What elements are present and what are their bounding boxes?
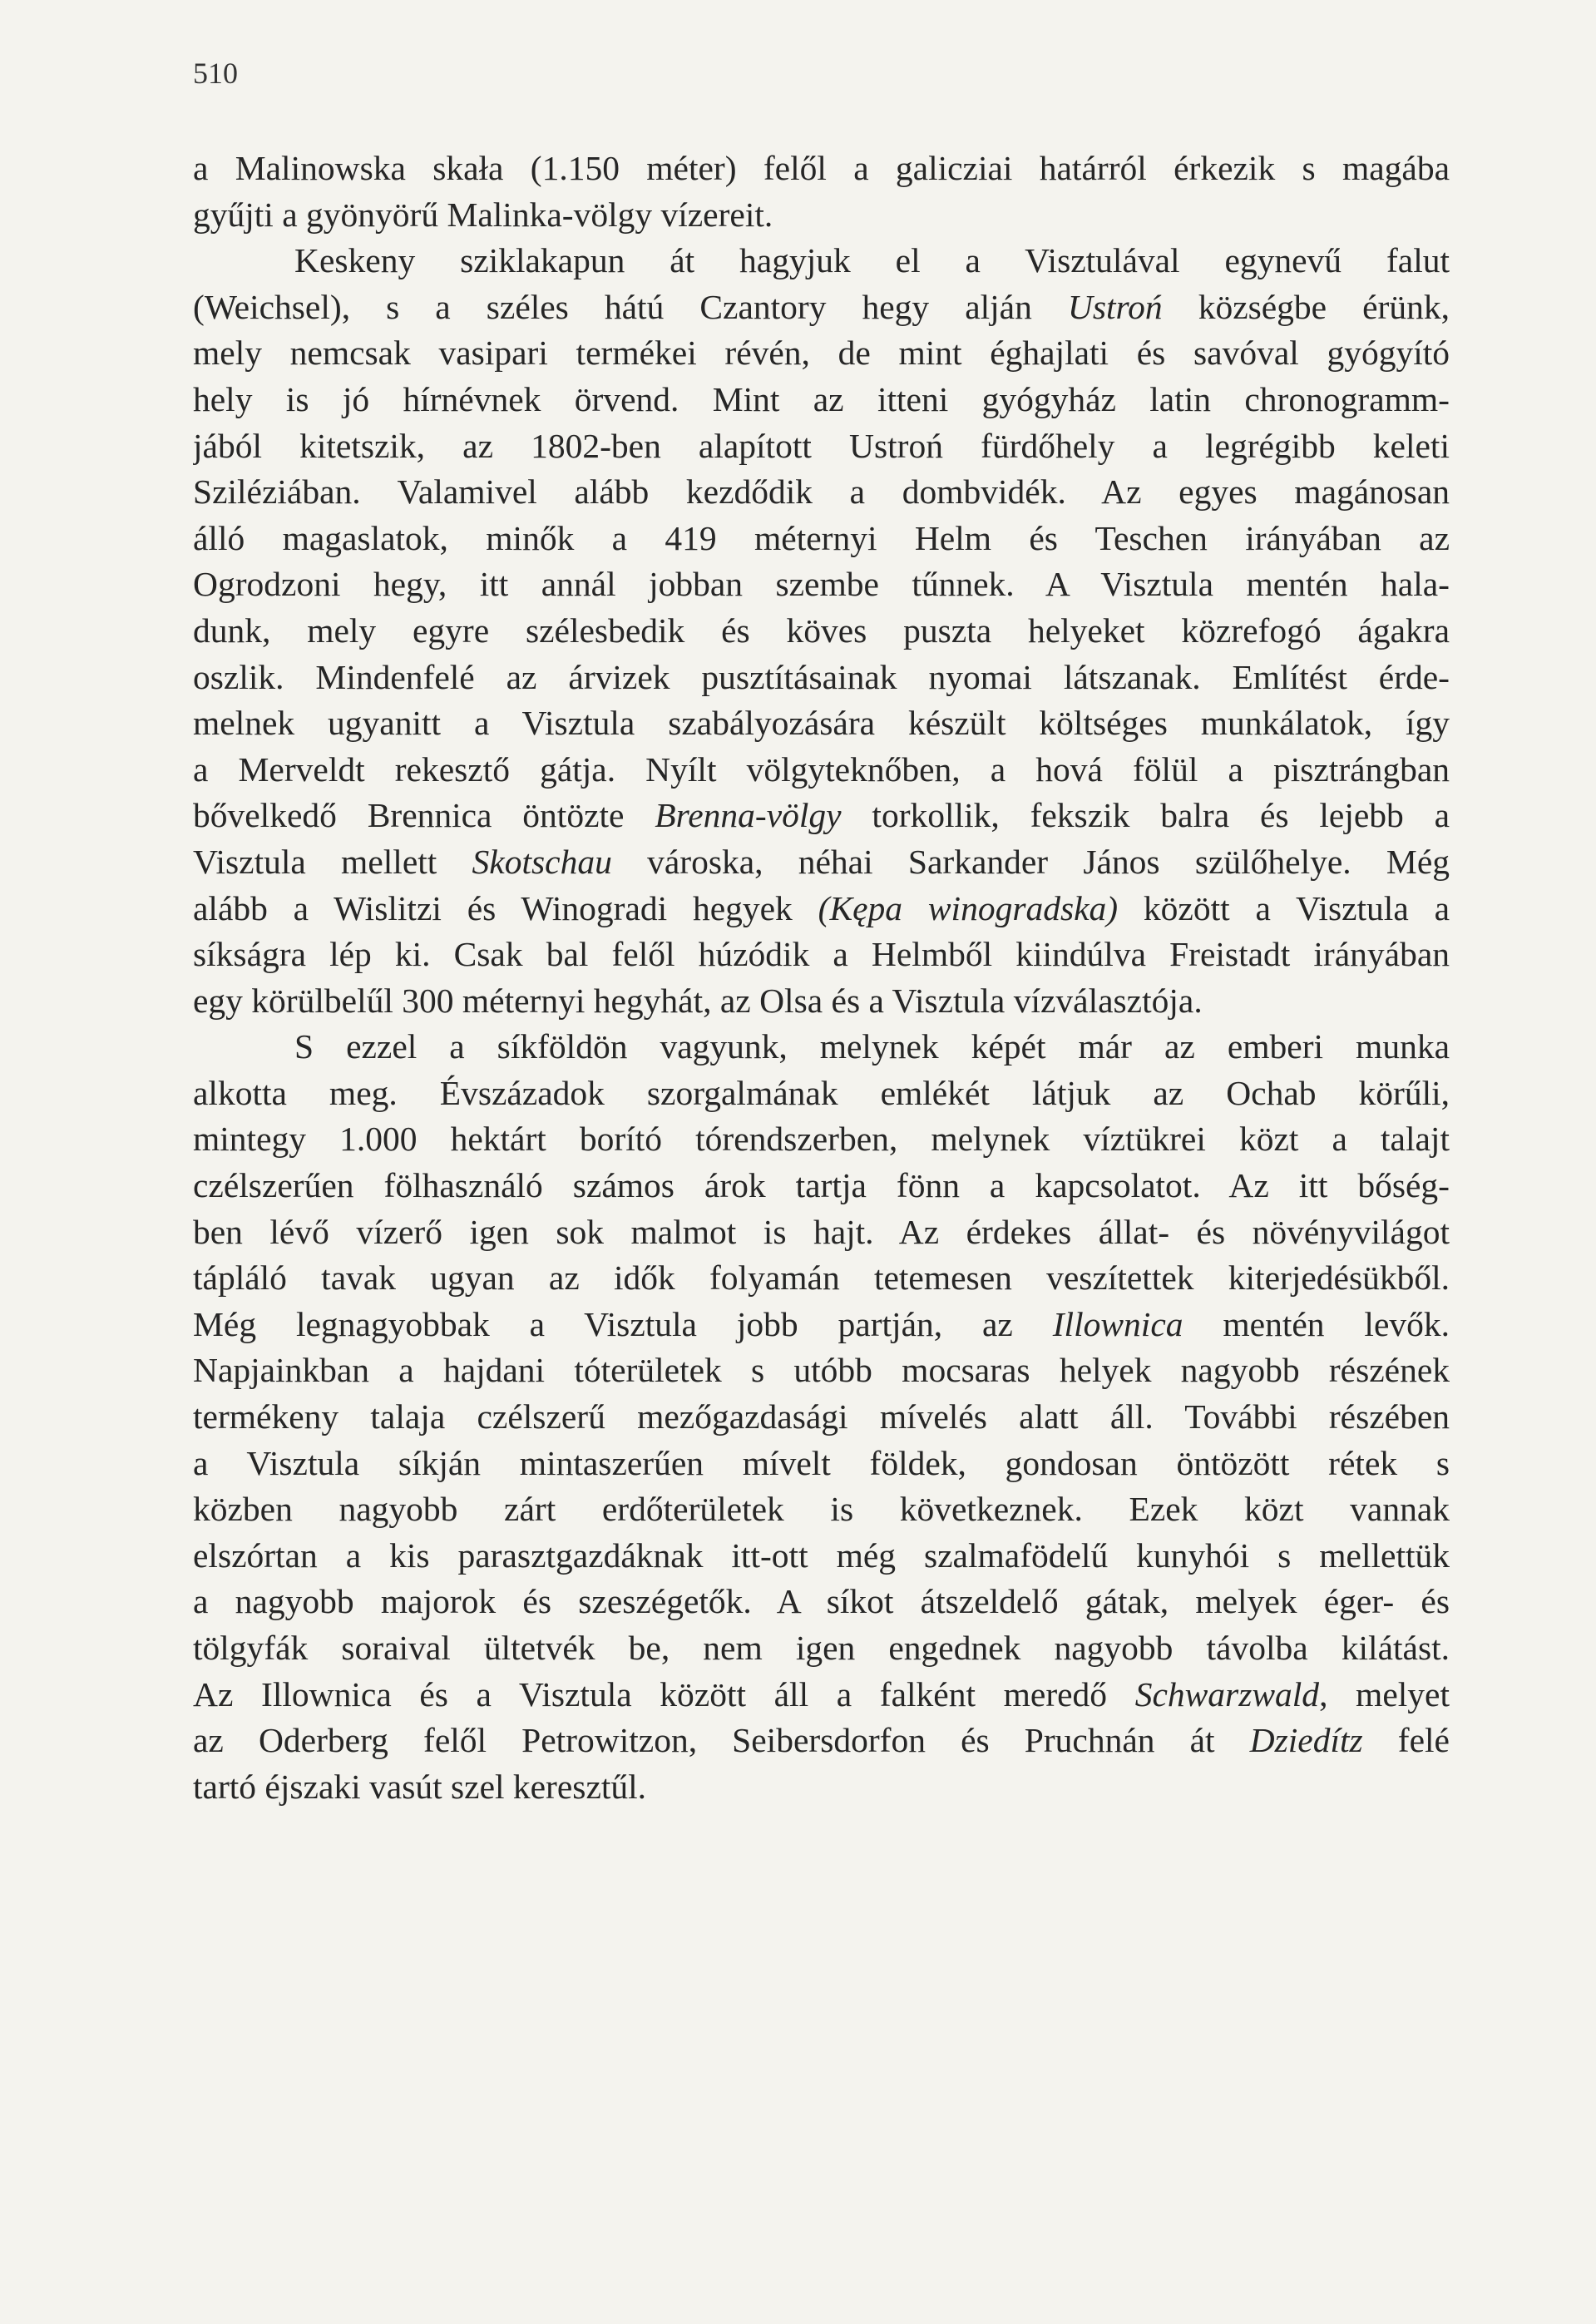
text-line: czélszerűen fölhasználó számos árok tartja fönn a kapcsolatot. Az itt bőség- <box>193 1166 1450 1205</box>
text-line: az Oderberg felől Petrowitzon, Seibersdorfon és Pruchnán át Dziedítz felé <box>193 1721 1450 1760</box>
text-line: egy körülbelűl 300 méternyi hegyhát, az Olsa és a Visztula vízválasztója. <box>193 981 1203 1020</box>
text-line: gyűjti a gyönyörű Malinka-völgy vízereit. <box>193 195 773 234</box>
text-line: alább a Wislitzi és Winogradi hegyek (Kępa winogradska) között a Visztula a <box>193 888 1450 927</box>
text-line: alkotta meg. Évszázadok szorgalmának emlékét látjuk az Ochab körűli, <box>193 1073 1450 1112</box>
text-line: hely is jó hírnévnek örvend. Mint az itteni gyógyház latin chronogramm- <box>193 379 1450 418</box>
text-line: Sziléziában. Valamivel alább kezdődik a dombvidék. Az egyes magánosan <box>193 472 1450 512</box>
text-line: bővelkedő Brennica öntözte Brenna-völgy torkollik, fekszik balra és lejebb a <box>193 796 1450 835</box>
text-line: melnek ugyanitt a Visztula szabályozására készült költséges munkálatok, így <box>193 704 1450 743</box>
text-line: álló magaslatok, minők a 419 méternyi Helm és Teschen irányában az <box>193 518 1450 557</box>
text-line: Ogrodzoni hegy, itt annál jobban szembe tűnnek. A Visztula mentén hala- <box>193 565 1450 604</box>
text-line: a Malinowska skała (1.150 méter) felől a galicziai határról érkezik s magába <box>193 149 1450 187</box>
text-line: ben lévő vízerő igen sok malmot is hajt. Az érdekes állat- és növényvilágot <box>193 1212 1450 1251</box>
text-line: S ezzel a síkföldön vagyunk, melynek képét már az emberi munka <box>294 1027 1450 1066</box>
text-line: elszórtan a kis parasztgazdáknak itt-ott még szalmafödelű kunyhói s mellettük <box>193 1535 1450 1575</box>
text-line: Napjainkban a hajdani tóterületek s utóbb mocsaras helyek nagyobb részének <box>193 1351 1450 1390</box>
text-line: dunk, mely egyre szélesbedik és köves puszta helyeket közrefogó ágakra <box>193 611 1450 650</box>
text-line: mely nemcsak vasipari termékei révén, de mint éghajlati és savóval gyógyító <box>193 334 1450 373</box>
text-line: tápláló tavak ugyan az idők folyamán tetemesen veszítettek kiterjedésükből. <box>193 1258 1450 1298</box>
text-line: a Visztula síkján mintaszerűen mívelt földek, gondosan öntözött rétek s <box>193 1443 1450 1482</box>
text-line: Keskeny sziklakapun át hagyjuk el a Visztulával egynevű falut <box>294 241 1450 280</box>
text-line: (Weichsel), s a széles hátú Czantory hegy alján Ustroń községbe érünk, <box>193 287 1450 326</box>
body-text <box>193 146 1450 1810</box>
text-line: Az Illownica és a Visztula között áll a falként meredő Schwarzwald, melyet <box>193 1674 1450 1713</box>
text-line: a nagyobb majorok és szeszégetők. A síkot átszeldelő gátak, melyek éger- és <box>193 1582 1450 1621</box>
text-line: tartó éjszaki vasút szel keresztűl. <box>193 1767 647 1806</box>
text-line: Visztula mellett Skotschau városka, néhai Sarkander János szülőhelye. Még <box>193 842 1450 881</box>
text-line: Még legnagyobbak a Visztula jobb partján, az Illownica mentén levők. <box>193 1304 1450 1343</box>
page-number: 510 <box>193 57 238 90</box>
text-line: mintegy 1.000 hektárt borító tórendszerben, melynek víztükrei közt a talajt <box>193 1120 1450 1159</box>
text-line: közben nagyobb zárt erdőterületek is következnek. Ezek közt vannak <box>193 1490 1450 1529</box>
text-line: a Merveldt rekesztő gátja. Nyílt völgyteknőben, a hová fölül a pisztrángban <box>193 749 1450 789</box>
text-line: tölgyfák soraival ültetvék be, nem igen engednek nagyobb távolba kilátást. <box>193 1629 1450 1667</box>
text-line: jából kitetszik, az 1802-ben alapított Ustroń fürdőhely a legrégibb keleti <box>193 426 1450 465</box>
text-line: oszlik. Mindenfelé az árvizek pusztításainak nyomai látszanak. Említést érde- <box>193 657 1450 696</box>
text-line: termékeny talaja czélszerű mezőgazdasági mívelés alatt áll. További részében <box>193 1397 1450 1436</box>
text-line: síkságra lép ki. Csak bal felől húzódik a Helmből kiindúlva Freistadt irányában <box>193 935 1450 974</box>
